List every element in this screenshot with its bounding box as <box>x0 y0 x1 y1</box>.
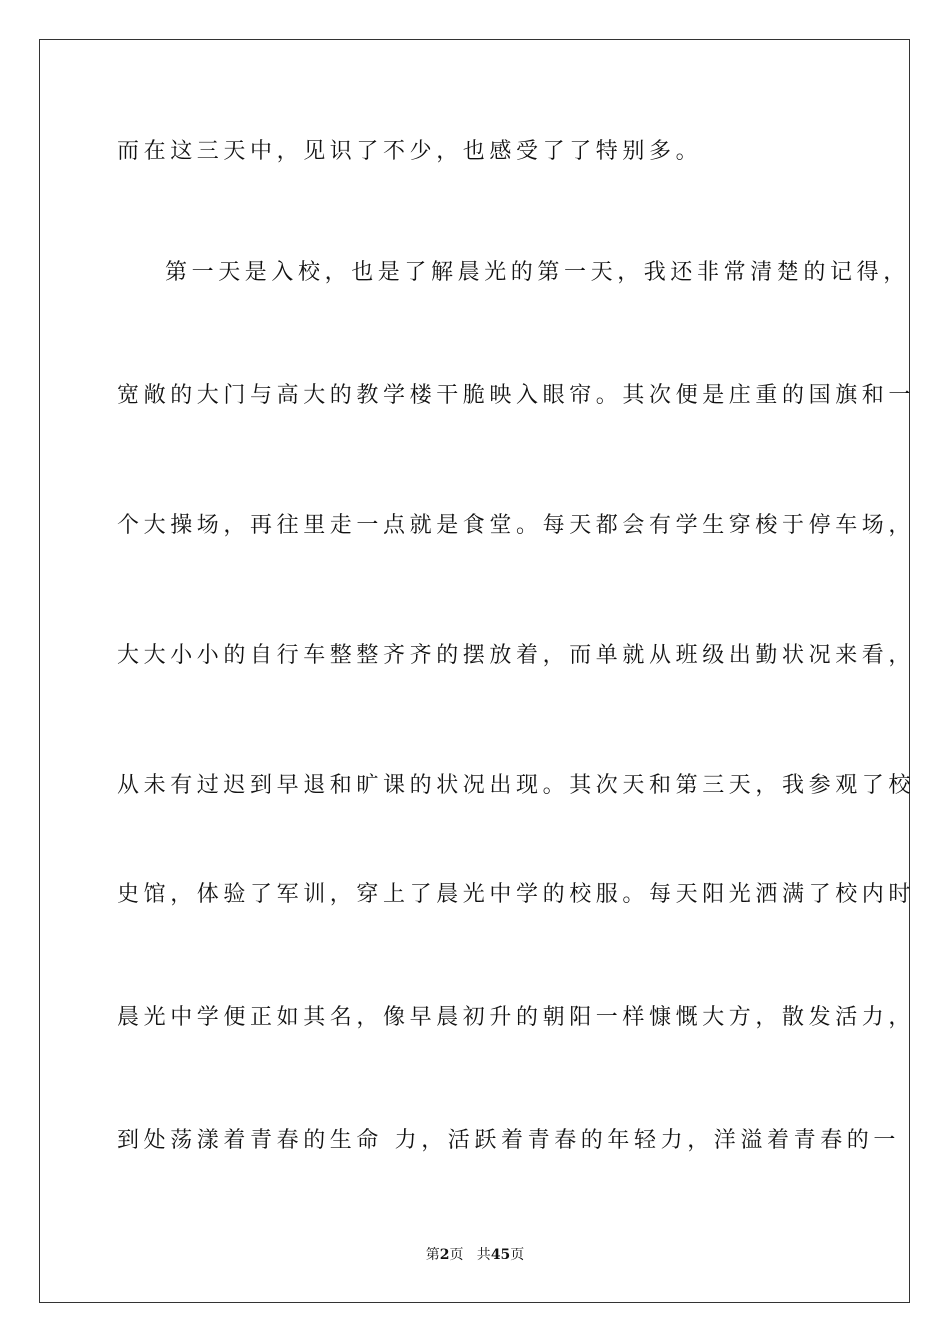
text-line-8: 晨光中学便正如其名，像早晨初升的朝阳一样慷慨大方，散发活力， <box>117 1005 916 1030</box>
footer-page-total: 45 <box>490 1247 511 1263</box>
text-line-3: 宽敞的大门与高大的教学楼干脆映入眼帘。其次便是庄重的国旗和一 <box>117 383 916 408</box>
footer-page-prefix: 第 <box>425 1247 440 1263</box>
text-line-1: 而在这三天中，见识了不少，也感受了了特别多。 <box>117 139 703 164</box>
text-line-7: 史馆，体验了军训，穿上了晨光中学的校服。每天阳光洒满了校内时 <box>117 882 916 907</box>
text-line-5: 大大小小的自行车整整齐齐的摆放着，而单就从班级出勤状况来看， <box>117 643 916 668</box>
page-border <box>39 39 910 1303</box>
text-line-2: 第一天是入校，也是了解晨光的第一天，我还非常清楚的记得， <box>165 260 910 285</box>
page-number-footer <box>0 1245 950 1265</box>
footer-page-suffix: 页 <box>510 1247 525 1263</box>
text-line-4: 个大操场，再往里走一点就是食堂。每天都会有学生穿梭于停车场， <box>117 513 916 538</box>
text-line-6: 从未有过迟到早退和旷课的状况出现。其次天和第三天，我参观了校 <box>117 773 916 798</box>
footer-page-mid: 页 共 <box>449 1247 491 1263</box>
footer-page-current: 2 <box>439 1247 450 1263</box>
text-line-9: 到处荡漾着青春的生命 力，活跃着青春的年轻力，洋溢着青春的一 <box>117 1128 900 1153</box>
